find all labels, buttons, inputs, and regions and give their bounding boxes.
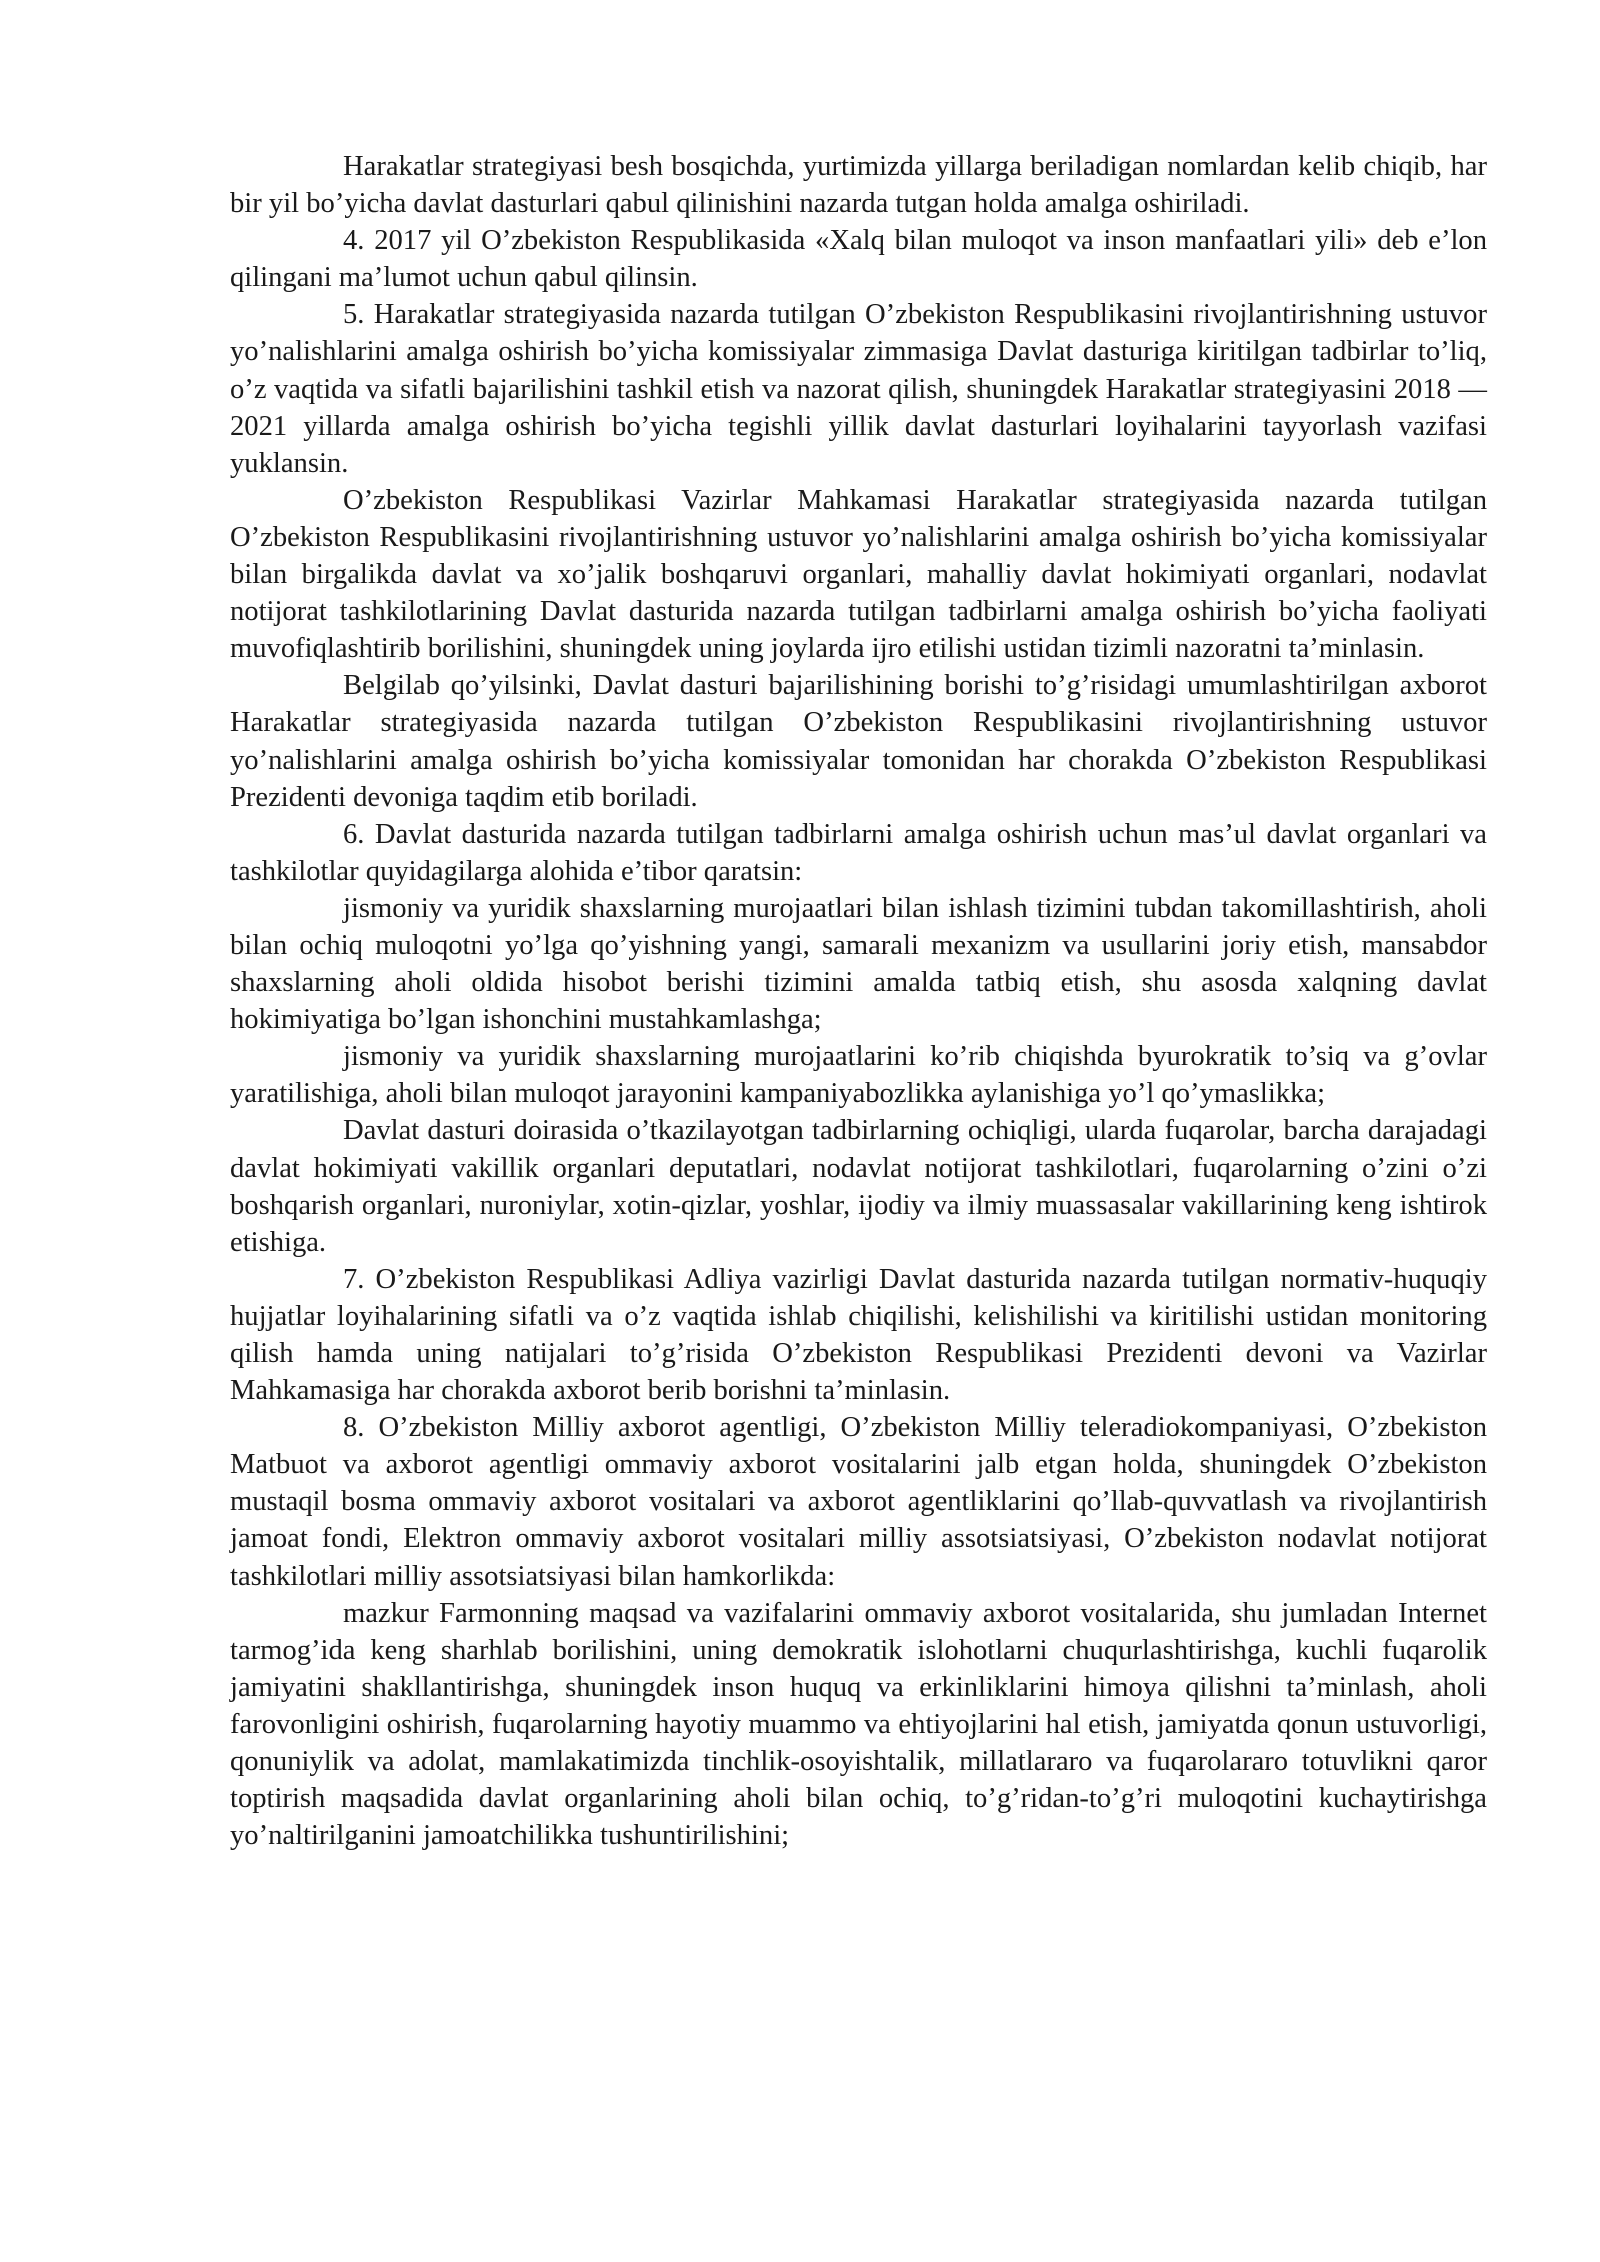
document-page [230,148,1487,1854]
paragraph-item-6: 6. Davlat dasturida nazarda tutilgan tadbirlarni amalga oshirish uchun mas’ul davlat organlari va tashkilotlar quyidagilarga alohida e’tibor qaratsin: [230,818,1487,887]
paragraph-item-5: 5. Harakatlar strategiyasida nazarda tutilgan O’zbekiston Respublikasini rivojlantirishning ustuvor yo’nalishlarini amalga oshirish bo’yicha komissiyalar zimmasiga Davlat dasturiga kiritilgan tadbirlar to’liq, o’z vaqtida va sifatli bajarilishini tashkil etish va nazorat qilish, shuningdek Harakatlar strategiyasini 2018 — 2021 yillarda amalga oshirish bo’yicha tegishli yillik davlat dasturlari loyihalarini tayyorlash vazifasi yuklansin. [230,299,1487,479]
paragraph-item-7: 7. O’zbekiston Respublikasi Adliya vazirligi Davlat dasturida nazarda tutilgan normativ-huquqiy hujjatlar loyihalarining sifatli va o’z vaqtida ishlab chiqilishi, kelishilishi va kiritilishi ustidan monitoring qilish hamda uning natijalari to’g’risida O’zbekiston Respublikasi Prezidenti devoni va Vazirlar Mahkamasiga har chorakda axborot berib borishni ta’minlasin. [230,1263,1487,1407]
paragraph-cabinet-of-ministers: O’zbekiston Respublikasi Vazirlar Mahkamasi Harakatlar strategiyasida nazarda tutilgan O’zbekiston Respublikasini rivojlantirishning ustuvor yo’nalishlarini amalga oshirish bo’yicha komissiyalar bilan birgalikda davlat va xo’jalik boshqaruvi organlari, mahalliy davlat hokimiyati organlari, nodavlat notijorat tashkilotlarining Davlat dasturida nazarda tutilgan tadbirlarni amalga oshirish bo’yicha faoliyati muvofiqlashtirib borilishini, shuningdek uning joylarda ijro etilishi ustidan tizimli nazoratni ta’minlasin. [230,484,1487,665]
paragraph-intro: Harakatlar strategiyasi besh bosqichda, yurtimizda yillarga beriladigan nomlardan kelib chiqib, har bir yil bo’yicha davlat dasturlari qabul qilinishini nazarda tutgan holda amalga oshiriladi. [230,151,1487,220]
paragraph-item-6-point-2: jismoniy va yuridik shaxslarning murojaatlarini ko’rib chiqishda byurokratik to’siq va g’ovlar yaratilishiga, aholi bilan muloqot jarayonini kampaniyabozlikka aylanishiga yo’l qo’ymaslikka; [230,1041,1487,1110]
paragraph-item-8-point-1: mazkur Farmonning maqsad va vazifalarini ommaviy axborot vositalarida, shu jumladan Internet tarmog’ida keng sharhlab borilishini, uning demokratik islohotlarni chuqurlashtirishga, kuchli fuqarolik jamiyatini shakllantirishga, shuningdek inson huquq va erkinliklarini himoya qilishni ta’minlash, aholi farovonligini oshirish, fuqarolarning hayotiy muammo va ehtiyojlarini hal etish, jamiyatda qonun ustuvorligi, qonuniylik va adolat, mamlakatimizda tinchlik-osoyishtalik, millatlararo va fuqarolararo totuvlikni qaror toptirish maqsadida davlat organlarining aholi bilan ochiq, to’g’ridan-to’g’ri muloqotini kuchaytirishga yo’naltirilganini jamoatchilikka tushuntirilishini; [230,1597,1487,1852]
paragraph-item-8: 8. O’zbekiston Milliy axborot agentligi, O’zbekiston Milliy teleradiokompaniyasi, O’zbekiston Matbuot va axborot agentligi ommaviy axborot vositalarini jalb etgan holda, shuningdek O’zbekiston mustaqil bosma ommaviy axborot vositalari va axborot agentliklarini qo’llab-quvvatlash va rivojlantirish jamoat fondi, Elektron ommaviy axborot vositalari milliy assotsiatsiyasi, O’zbekiston nodavlat notijorat tashkilotlari milliy assotsiatsiyasi bilan hamkorlikda: [230,1412,1487,1592]
paragraph-belgilab: Belgilab qo’yilsinki, Davlat dasturi bajarilishining borishi to’g’risidagi umumlashtirilgan axborot Harakatlar strategiyasida nazarda tutilgan O’zbekiston Respublikasini rivojlantirishning ustuvor yo’nalishlarini amalga oshirish bo’yicha komissiyalar tomonidan har chorakda O’zbekiston Respublikasi Prezidenti devoniga taqdim etib boriladi. [230,670,1487,813]
paragraph-item-6-point-1: jismoniy va yuridik shaxslarning murojaatlari bilan ishlash tizimini tubdan takomillashtirish, aholi bilan ochiq muloqotni yo’lga qo’yishning yangi, samarali mexanizm va usullarini joriy etish, mansabdor shaxslarning aholi oldida hisobot berishi tizimini amalda tatbiq etish, shu asosda xalqning davlat hokimiyatiga bo’lgan ishonchini mustahkamlashga; [230,892,1487,1036]
paragraph-item-6-point-3: Davlat dasturi doirasida o’tkazilayotgan tadbirlarning ochiqligi, ularda fuqarolar, barcha darajadagi davlat hokimiyati vakillik organlari deputatlari, nodavlat notijorat tashkilotlari, fuqarolarning o’zini o’zi boshqarish organlari, nuroniylar, xotin-qizlar, yoshlar, ijodiy va ilmiy muassasalar vakillarining keng ishtirok etishiga. [230,1115,1487,1258]
paragraph-item-4: 4. 2017 yil O’zbekiston Respublikasida «Xalq bilan muloqot va inson manfaatlari yili» deb e’lon qilingani ma’lumot uchun qabul qilinsin. [230,225,1487,294]
